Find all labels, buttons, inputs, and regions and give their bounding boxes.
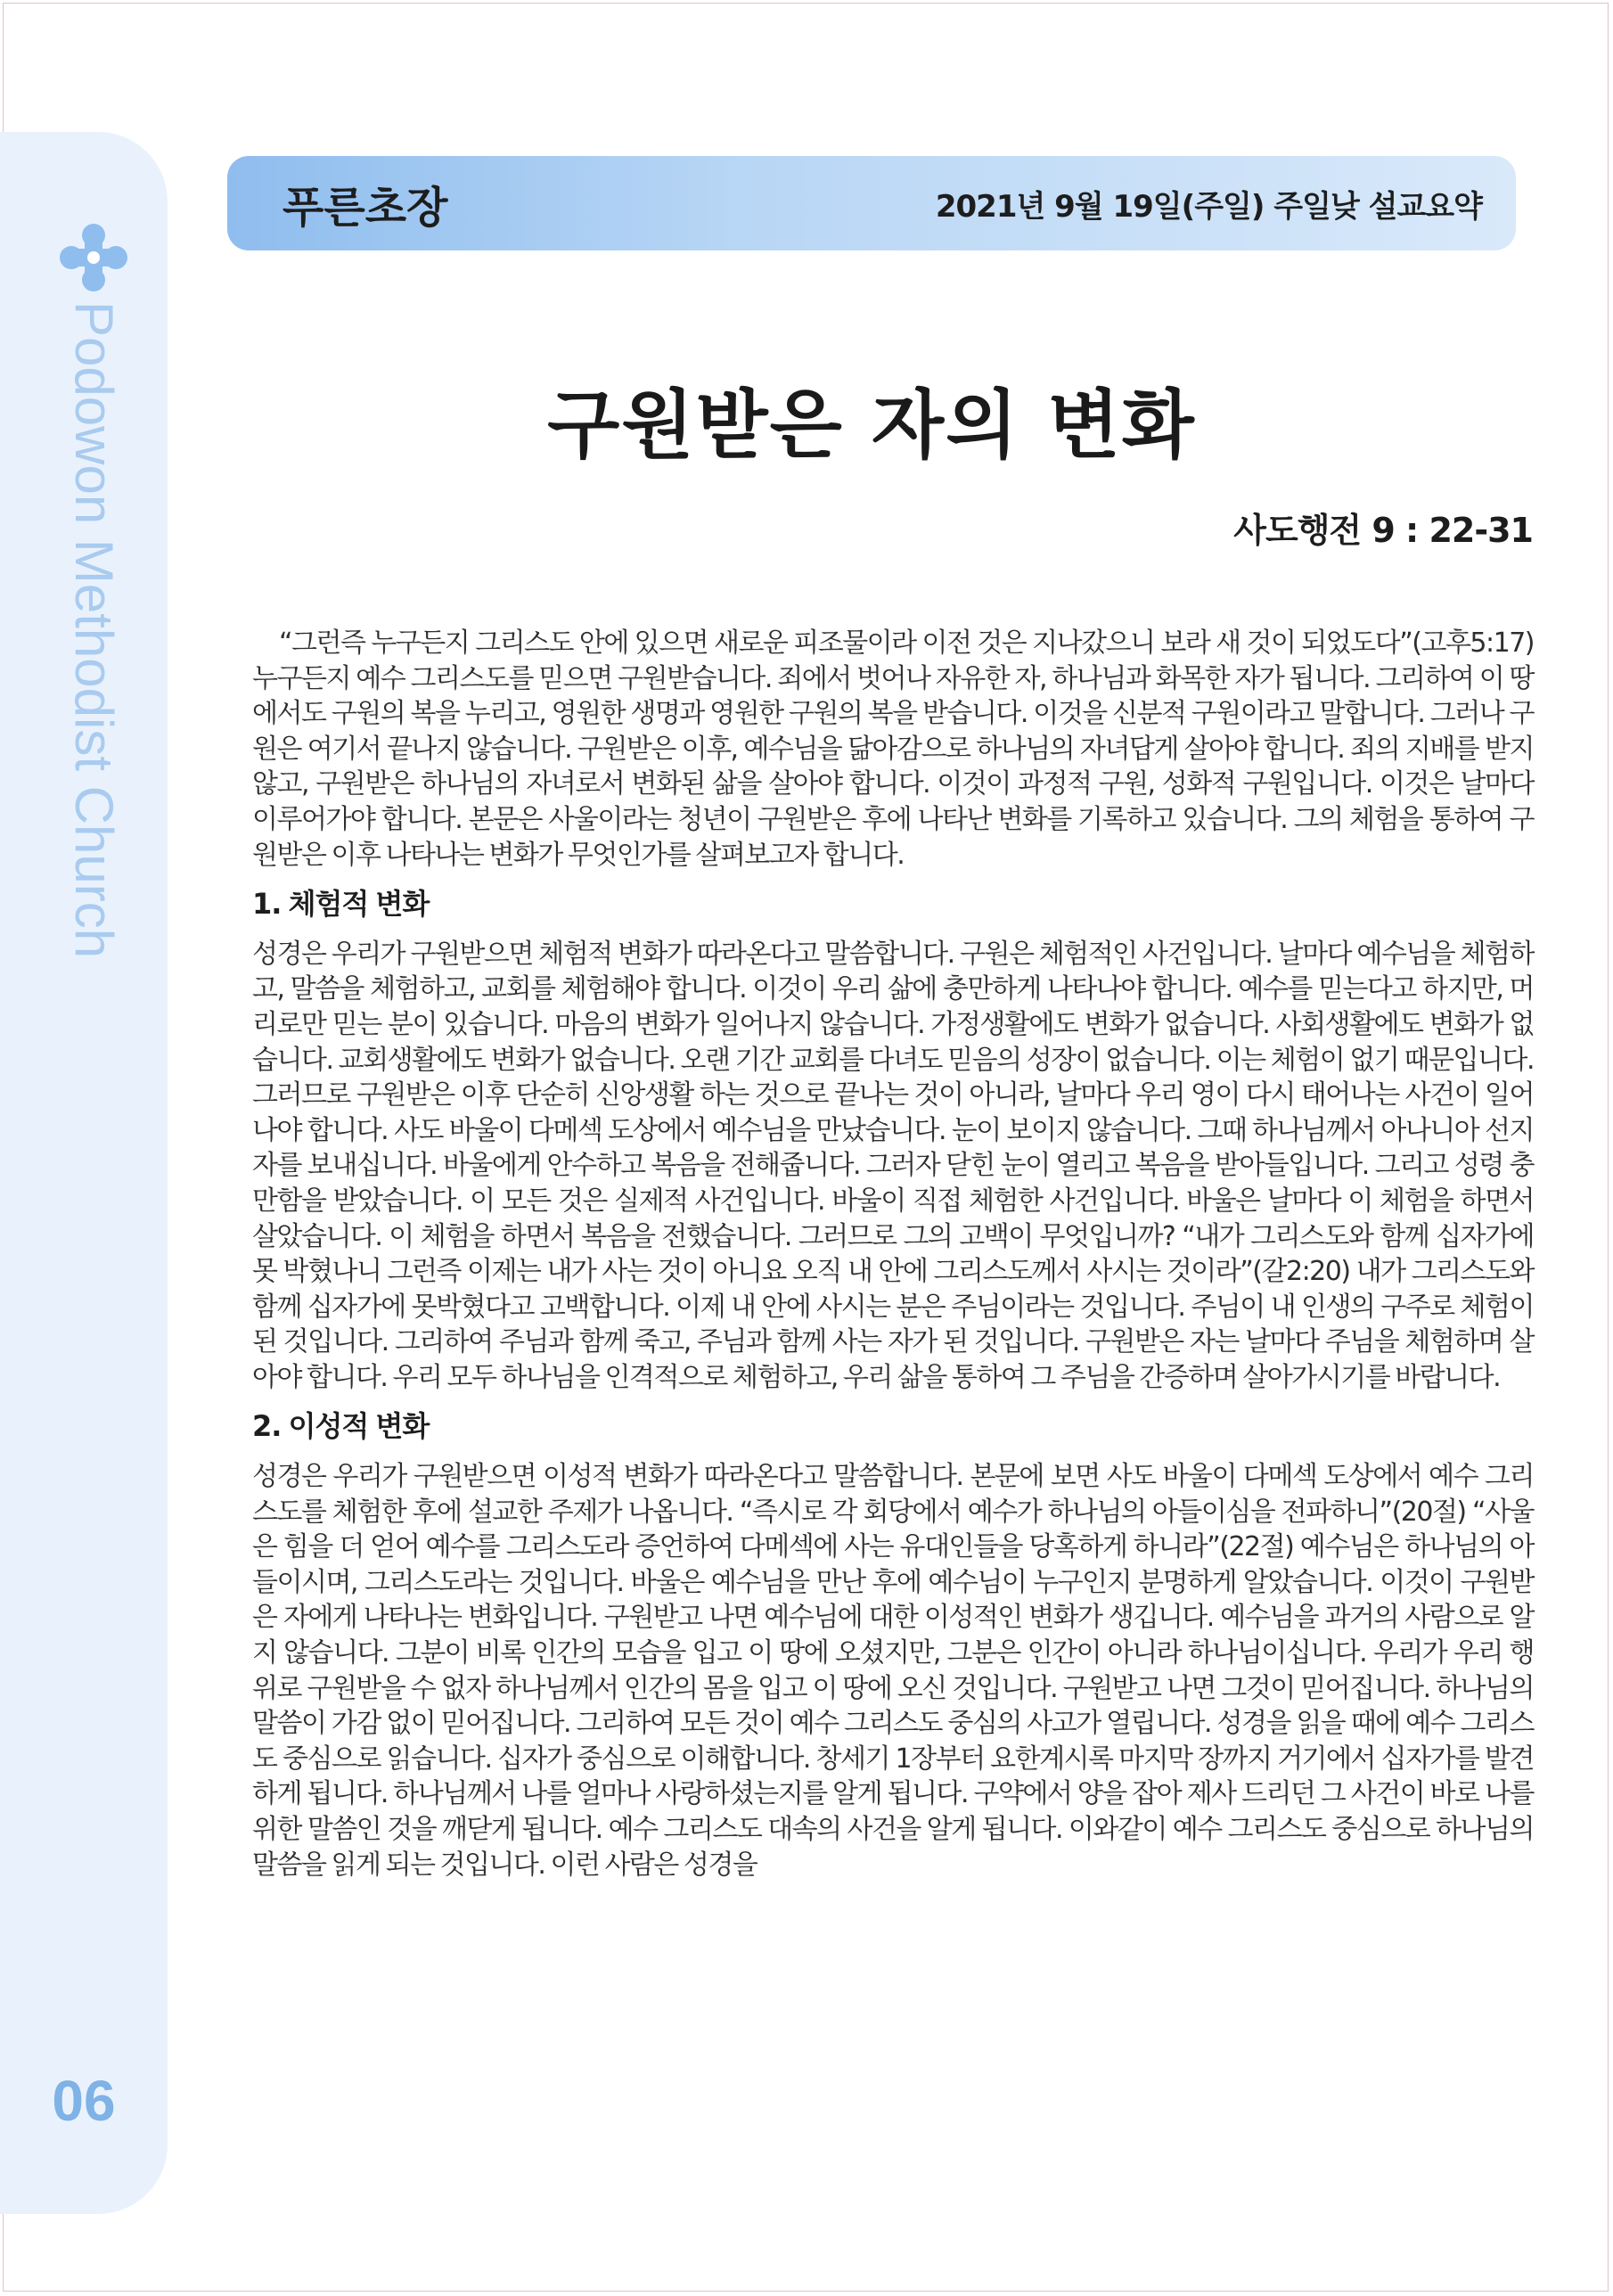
scripture-reference: 사도행전 9 : 22-31 <box>1233 511 1533 550</box>
column-name: 푸른초장 <box>282 182 448 233</box>
header-bar <box>227 156 1516 250</box>
section-heading-1: 1. 체험적 변화 <box>252 887 430 922</box>
section-heading-2: 2. 이성적 변화 <box>252 1409 430 1444</box>
sermon-title: 구원받은 자의 변화 <box>547 381 1196 469</box>
intro-paragraph: “그런즉 누구든지 그리스도 안에 있으면 새로운 피조물이라 이전 것은 지나갔으니 보라 새 것이 되었도다”(고후5:17) 누구든지 예수 그리스도를 믿으면 구원받습니다. 죄에서 벗어나 자유한 자, 하나님과 화목한 자가 됩니다. 그리하여 이 땅에서도 구원의 복을 누리고, 영원한 생명과 영원한 구원의 복을 받습니다. 이것을 신분적 구원이라고 말합니다. 그러나 구원은 여기서 끝나지 않습니다. 구원받은 이후, 예수님을 닮아감으로 하나님의 자녀답게 살아야 합니다. 죄의 지배를 받지 않고, 구원받은 하나님의 자녀로서 변화된 삶을 살아야 합니다. 이것이 과정적 구원, 성화적 구원입니다. 이것은 날마다 이루어가야 합니다. 본문은 사울이라는 청년이 구원받은 후에 나타난 변화를 기록하고 있습니다. 그의 체험을 통하여 구원받은 이후 나타나는 변화가 무엇인가를 살펴보고자 합니다. <box>252 627 1534 871</box>
section-paragraph-2: 성경은 우리가 구원받으면 이성적 변화가 따라온다고 말씀합니다. 본문에 보면 사도 바울이 다메섹 도상에서 예수 그리스도를 체험한 후에 설교한 주제가 나옵니다. “즉시로 각 회당에서 예수가 하나님의 아들이심을 전파하니”(20절) “사울은 힘을 더 얻어 예수를 그리스도라 증언하여 다메섹에 사는 유대인들을 당혹하게 하니라”(22절) 예수님은 하나님의 아들이시며, 그리스도라는 것입니다. 바울은 예수님을 만난 후에 예수님이 누구인지 분명하게 알았습니다. 이것이 구원받은 자에게 나타나는 변화입니다. 구원받고 나면 예수님에 대한 이성적인 변화가 생깁니다. 예수님을 과거의 사람으로 알지 않습니다. 그분이 비록 인간의 모습을 입고 이 땅에 오셨지만, 그분은 인간이 아니라 하나님이십니다. 우리가 우리 행위로 구원받을 수 없자 하나님께서 인간의 몸을 입고 이 땅에 오신 것입니다. 구원받고 나면 그것이 믿어집니다. 하나님의 말씀이 가감 없이 믿어집니다. 그리하여 모든 것이 예수 그리스도 중심의 사고가 열립니다. 성경을 읽을 때에 예수 그리스도 중심으로 읽습니다. 십자가 중심으로 이해합니다. 창세기 1장부터 요한계시록 마지막 장까지 거기에서 십자가를 발견하게 됩니다. 하나님께서 나를 얼마나 사랑하셨는지를 알게 됩니다. 구약에서 양을 잡아 제사 드리던 그 사건이 바로 나를 위한 말씀인 것을 깨닫게 됩니다. 예수 그리스도 대속의 사건을 알게 됩니다. 이와같이 예수 그리스도 중심으로 하나님의 말씀을 읽게 되는 것입니다. 이런 사람은 성경을 <box>252 1461 1534 1881</box>
cross-flower-icon <box>59 223 128 292</box>
sermon-date: 2021년 9월 19일(주일) 주일낮 설교요약 <box>935 188 1482 225</box>
page-number: 06 <box>52 2069 116 2133</box>
church-name-vertical: Podowon Methodist Church <box>64 301 124 959</box>
sermon-body <box>252 626 1534 1882</box>
section-paragraph-1: 성경은 우리가 구원받으면 체험적 변화가 따라온다고 말씀합니다. 구원은 체험적인 사건입니다. 날마다 예수님을 체험하고, 말씀을 체험하고, 교회를 체험해야 합니다. 이것이 우리 삶에 충만하게 나타나야 합니다. 예수를 믿는다고 하지만, 머리로만 믿는 분이 있습니다. 마음의 변화가 일어나지 않습니다. 가정생활에도 변화가 없습니다. 사회생활에도 변화가 없습니다. 교회생활에도 변화가 없습니다. 오랜 기간 교회를 다녀도 믿음의 성장이 없습니다. 이는 체험이 없기 때문입니다. 그러므로 구원받은 이후 단순히 신앙생활 하는 것으로 끝나는 것이 아니라, 날마다 우리 영이 다시 태어나는 사건이 일어나야 합니다. 사도 바울이 다메섹 도상에서 예수님을 만났습니다. 눈이 보이지 않습니다. 그때 하나님께서 아나니아 선지자를 보내십니다. 바울에게 안수하고 복음을 전해줍니다. 그러자 닫힌 눈이 열리고 복음을 받아들입니다. 그리고 성령 충만함을 받았습니다. 이 모든 것은 실제적 사건입니다. 바울이 직접 체험한 사건입니다. 바울은 날마다 이 체험을 하면서 살았습니다. 이 체험을 하면서 복음을 전했습니다. 그러므로 그의 고백이 무엇입니까? “내가 그리스도와 함께 십자가에 못 박혔나니 그런즉 이제는 내가 사는 것이 아니요 오직 내 안에 그리스도께서 사시는 것이라”(갈2:20) 내가 그리스도와 함께 십자가에 못박혔다고 고백합니다. 이제 내 안에 사시는 분은 주님이라는 것입니다. 주님이 내 인생의 구주로 체험이 된 것입니다. 그리하여 주님과 함께 죽고, 주님과 함께 사는 자가 된 것입니다. 구원받은 자는 날마다 주님을 체험하며 살아야 합니다. 우리 모두 하나님을 인격적으로 체험하고, 우리 삶을 통하여 그 주님을 간증하며 살아가시기를 바랍니다. <box>252 938 1534 1393</box>
